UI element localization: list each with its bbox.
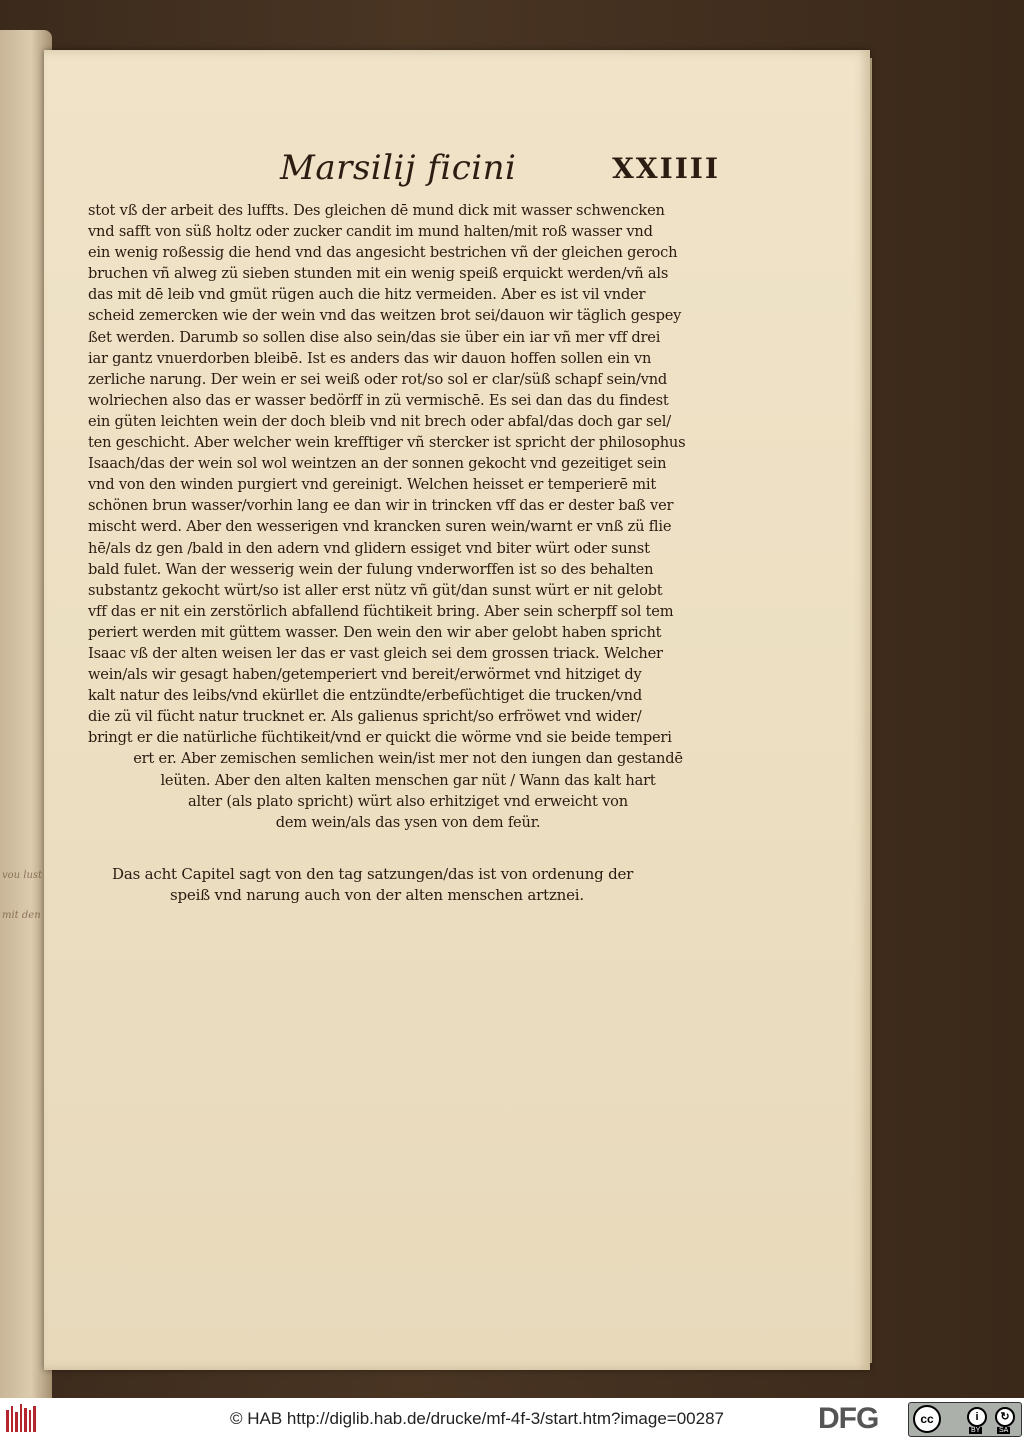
- text-line: alter (als plato spricht) würt also erhitziget vnd erweicht von: [188, 792, 628, 810]
- text-line: wolriechen also das er wasser bedörff in zü vermischē. Es sei dan das du findest: [88, 391, 669, 409]
- chapter-heading: [112, 864, 702, 906]
- text-line: vnd safft von süß holtz oder zucker candit im mund halten/mit roß wasser vnd: [88, 223, 653, 241]
- text-line: ein güten leichten wein der doch bleib vnd nit brech oder abfal/das doch gar sel/: [88, 412, 671, 430]
- text-line: vff das er nit ein zerstörlich abfallend füchtikeit bring. Aber sein scherpff sol tem: [88, 602, 674, 620]
- text-line: ein wenig roßessig die hend vnd das angesicht bestrichen vñ der gleichen geroch: [88, 244, 678, 262]
- hab-logo-icon[interactable]: [6, 1404, 36, 1432]
- dfg-logo[interactable]: DFG: [818, 1402, 879, 1435]
- text-line: mischt werd. Aber den wesserigen vnd krancken suren wein/warnt er vnß zü flie: [88, 518, 672, 536]
- text-line: dem wein/als das ysen von dem feür.: [275, 813, 541, 831]
- text-line: schönen brun wasser/vorhin lang ee dan wir in trincken vff das er dester baß ver: [88, 497, 674, 515]
- text-line: ert er. Aber zemischen semlichen wein/ist mer not den iungen dan gestandē: [133, 750, 683, 768]
- footer-bar: [0, 1398, 1024, 1439]
- text-line: vnd von den winden purgiert vnd gereinigt. Welchen heisset er temperierē mit: [88, 476, 657, 494]
- body-text: [88, 200, 728, 833]
- margin-note: vou lust: [2, 870, 43, 881]
- chapter-heading-line: Das acht Capitel sagt von den tag satzungen/das ist von ordenung der: [112, 865, 634, 883]
- text-line: bruchen vñ alweg zü sieben stunden mit ein wenig speiß erquickt werden/vñ als: [88, 265, 669, 283]
- text-line: stot vß der arbeit des luffts. Des gleichen dē mund dick mit wasser schwencken: [88, 202, 665, 219]
- text-line: iar gantz vnuerdorben bleibē. Ist es anders das wir dauon hoffen sollen ein vn: [88, 349, 652, 367]
- text-line: scheid zemercken wie der wein vnd das weitzen brot sei/dauon wir täglich gespey: [88, 307, 682, 325]
- sa-label: SA: [999, 1427, 1009, 1434]
- text-line: bringt er die natürliche füchtikeit/vnd er quickt die wörme vnd sie beide temperi: [88, 729, 672, 747]
- cc-license-badge[interactable]: [908, 1402, 1022, 1437]
- text-line: periert werden mit güttem wasser. Den wein den wir aber gelobt haben spricht: [88, 623, 662, 641]
- text-line: ßet werden. Darumb so sollen dise also sein/das sie über ein iar vñ mer vff drei: [88, 328, 661, 346]
- attribution-icon: i: [967, 1407, 987, 1427]
- text-line: die zü vil fücht natur trucknet er. Als galienus spricht/so erfröwet vnd wider/: [88, 708, 642, 726]
- text-line: bald fulet. Wan der wesserig wein der fulung vnderworffen ist so des behalten: [88, 560, 654, 578]
- folio-number: XXIIII: [612, 152, 720, 185]
- share-alike-icon: ↻: [995, 1407, 1015, 1427]
- by-label: BY: [971, 1427, 981, 1434]
- text-line: Isaac vß der alten weisen ler das er vast gleich sei dem grossen triack. Welcher: [88, 644, 663, 662]
- running-title: Marsilij ficini: [280, 148, 517, 188]
- running-head: [280, 148, 720, 188]
- text-line: zerliche narung. Der wein er sei weiß oder rot/so sol er clar/süß schapf sein/vnd: [88, 370, 668, 388]
- text-line: kalt natur des leibs/vnd ekürllet die entzündte/erbefüchtiget die trucken/vnd: [88, 687, 642, 705]
- text-line: hē/als dz gen /bald in den adern vnd glidern essiget vnd biter würt oder sunst: [88, 539, 650, 557]
- text-line: Isaach/das der wein sol wol weintzen an der sonnen gekocht vnd gezeitiget sein: [88, 455, 667, 473]
- text-line: wein/als wir gesagt haben/getemperiert vnd bereit/erwörmet vnd hitziget dy: [88, 666, 642, 684]
- source-link[interactable]: © HAB http://diglib.hab.de/drucke/mf-4f-3/start.htm?image=00287: [230, 1409, 724, 1428]
- text-line: substantz gekocht würt/so ist aller erst nütz vñ güt/dan sunst würt er nit gelobt: [88, 581, 663, 599]
- text-line: ten geschicht. Aber welcher wein krefftiger vñ stercker ist spricht der philosophus: [88, 434, 686, 452]
- chapter-heading-line: speiß vnd narung auch von der alten menschen artznei.: [170, 886, 584, 905]
- margin-note: mit den: [2, 910, 41, 921]
- text-line: das mit dē leib vnd gmüt rügen auch die hitz vermeiden. Aber es ist vil vnder: [88, 286, 646, 304]
- text-line: leüten. Aber den alten kalten menschen gar nüt / Wann das kalt hart: [160, 771, 656, 789]
- cc-icon: cc: [913, 1405, 941, 1433]
